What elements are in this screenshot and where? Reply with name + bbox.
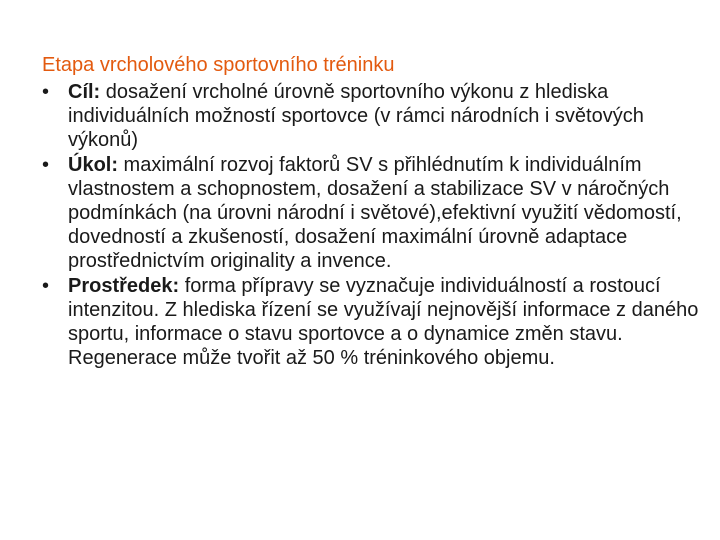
bullet-text: forma přípravy se vyznačuje individuálností a rostoucí intenzitou. Z hlediska řízení se využívají nejnovější informace z daného sportu, informace o stavu sportovce a o dynamice změn stavu. Regenerace může tvořit až 50 % tréninkového objemu. <box>68 274 699 370</box>
bullet-item-means <box>42 274 702 371</box>
bullet-text: dosažení vrcholné úrovně sportovního výkonu z hlediska individuálních možností sportovce (v rámci národních i světových výkonů) <box>68 81 644 152</box>
bullet-item-goal <box>42 80 702 153</box>
bullet-text: maximální rozvoj faktorů SV s přihlédnutím k individuálním vlastnostem a schopnostem, dosažení a stabilizace SV v náročných podmínkách (na úrovni národní i světové),efektivní využití vědomostí, dovedností a zkušeností, dosažení maximální úrovně adaptace prostřednictvím originality a invence. <box>68 153 682 273</box>
bullet-dot-icon: • <box>42 81 50 103</box>
bullet-term: Prostředek: <box>68 274 180 297</box>
bullet-dot-icon: • <box>42 274 50 297</box>
bullet-item-task <box>42 153 702 274</box>
bullet-term: Cíl: <box>68 81 101 103</box>
bullet-term: Úkol: <box>68 153 118 176</box>
slide-heading: Etapa vrcholového sportovního tréninku <box>42 54 395 76</box>
bullet-dot-icon: • <box>42 153 50 176</box>
bullet-list <box>42 80 702 370</box>
